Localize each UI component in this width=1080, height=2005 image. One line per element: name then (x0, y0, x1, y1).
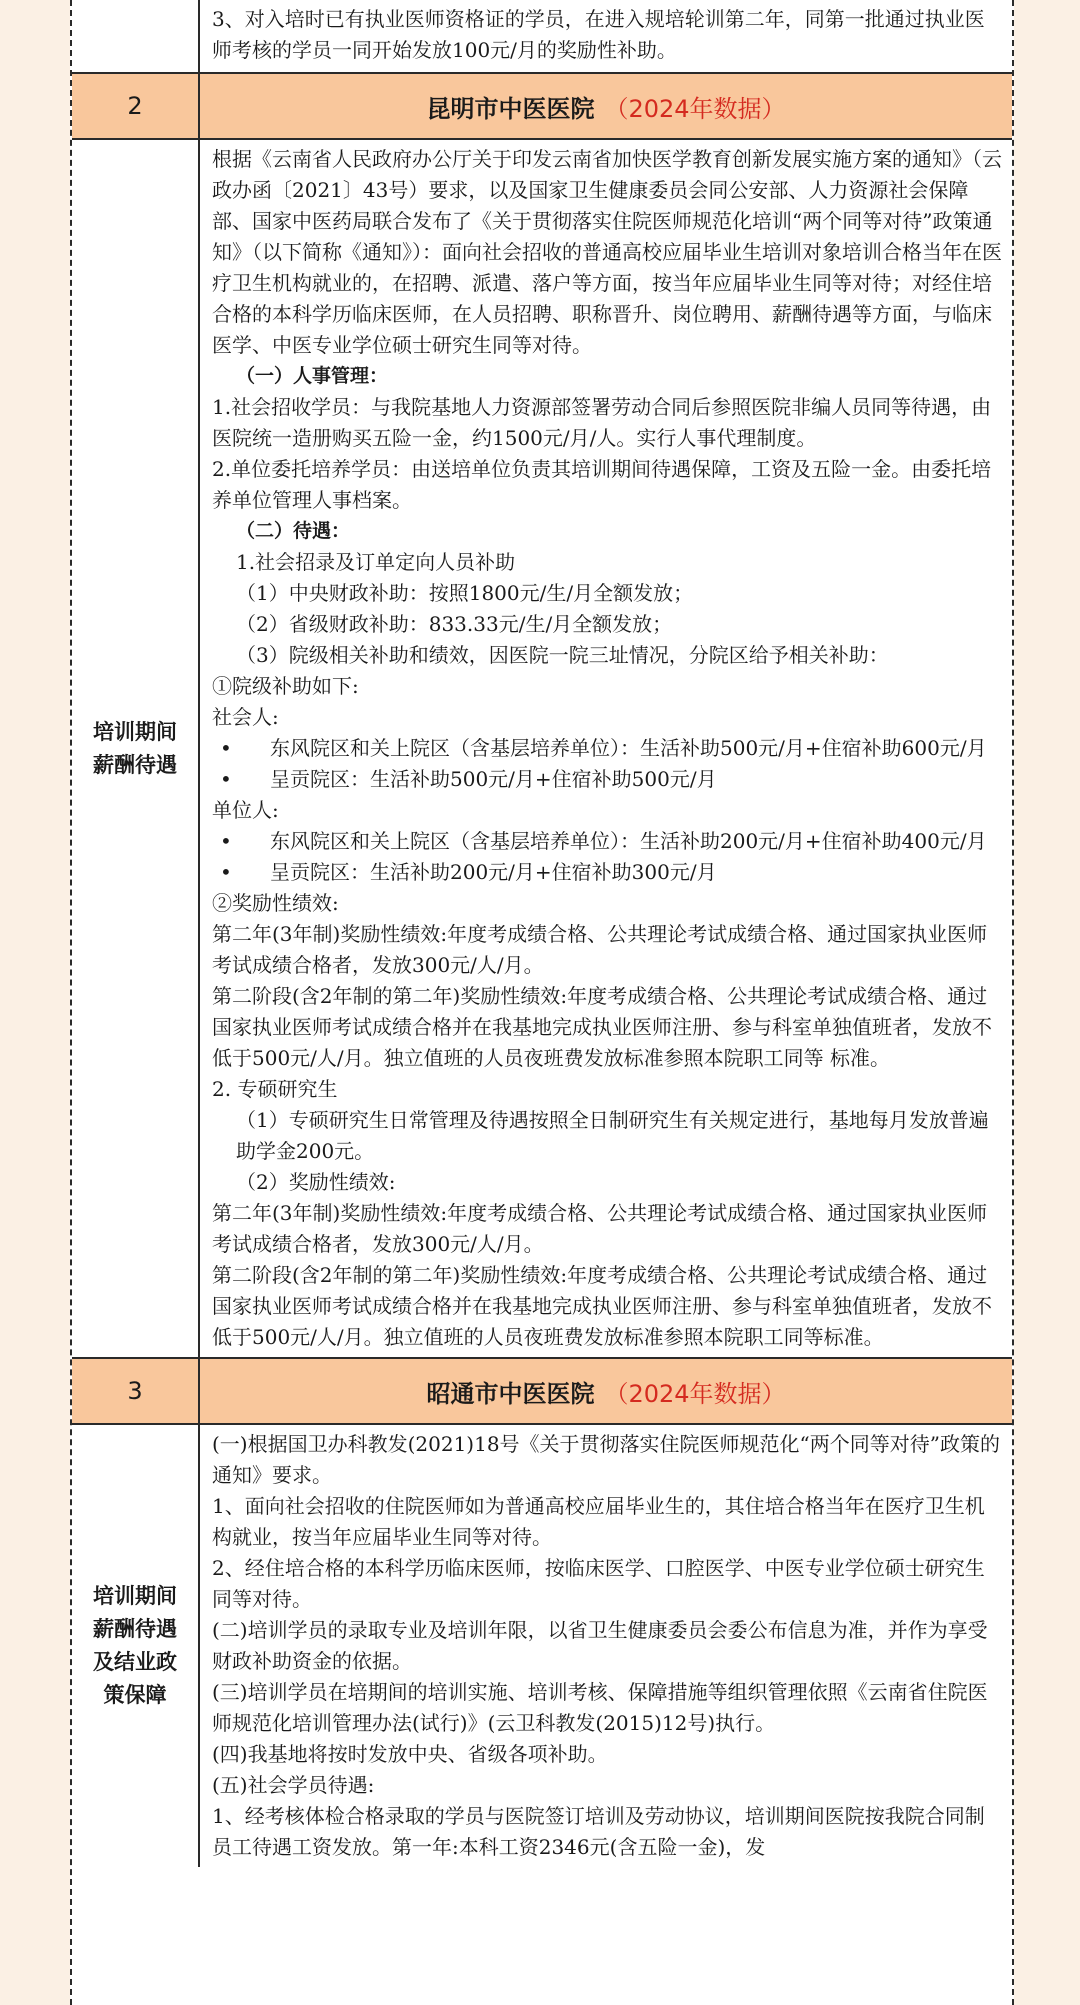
paragraph: 第二年(3年制)奖励性绩效:年度考成绩合格、公共理论考试成绩合格、通过国家执业医师考试成绩合格者，发放300元/人/月。 (212, 922, 988, 977)
paragraph: 根据《云南省人民政府办公厅关于印发云南省加快医学教育创新发展实施方案的通知》（云政办函〔2021〕43号）要求，以及国家卫生健康委员会同公安部、人力资源社会保障部、国家中医药局联合发布了《关于贯彻落实住院医师规范化培训“两个同等对待”政策通知》（以下简称《通知》）：面向社会招收的普通高校应届毕业生培训对象培训合格当年在医疗卫生机构就业的，在招聘、派遣、落户等方面，按当年应届毕业生同等对待；对经住培合格的本科学历临床医师，在人员招聘、职称晋升、岗位聘用、薪酬待遇等方面，与临床医学、中医专业学位硕士研究生同等对待。 (212, 147, 1002, 357)
paragraph: 2.单位委托培养学员：由送培单位负责其培训期间待遇保障，工资及五险一金。由委托培养单位管理人事档案。 (212, 457, 992, 512)
paragraph: (二)培训学员的录取专业及培训年限，以省卫生健康委员会委公布信息为准，并作为享受财政补助资金的依据。 (212, 1618, 988, 1673)
hospital-title (199, 73, 1012, 139)
paragraph: (三)培训学员在培期间的培训实施、培训考核、保障措施等组织管理依照《云南省住院医师规范化培训管理办法(试行)》(云卫科教发(2015)12号)执行。 (212, 1680, 988, 1735)
paragraph: 1、面向社会招收的住院医师如为普通高校应届毕业生的，其住培合格当年在医疗卫生机构就业，按当年应届毕业生同等对待。 (212, 1494, 985, 1549)
hospital-name: 昆明市中医医院 (426, 94, 595, 123)
category-label-line: 薪酬待遇 (93, 752, 177, 777)
empty-cell (72, 0, 199, 73)
category-label (72, 139, 199, 1358)
paragraph: (四)我基地将按时发放中央、省级各项补助。 (212, 1742, 608, 1766)
paragraph: ②奖励性绩效: (212, 891, 339, 915)
category-label-line: 及结业政 (93, 1650, 177, 1674)
table-row (72, 139, 1012, 1358)
row-number: 2 (72, 73, 199, 139)
table-row (72, 1424, 1012, 1867)
paragraph: （2）省级财政补助：833.33元/生/月全额发放； (236, 612, 673, 636)
paragraph: 社会人: (212, 705, 279, 729)
paragraph: 第二阶段(含2年制的第二年)奖励性绩效:年度考成绩合格、公共理论考试成绩合格、通过国家执业医师考试成绩合格并在我基地完成执业医师注册、参与科室单独值班者，发放不低于500元/人/月。独立值班的人员夜班费发放标准参照本院职工同等 标准。 (212, 984, 992, 1070)
bullet-item: • 东风院区和关上院区（含基层培养单位）：生活补助200元/月+住宿补助400元/月 (212, 826, 1004, 857)
bullet-item: • 呈贡院区：生活补助200元/月+住宿补助300元/月 (212, 857, 1004, 888)
top-fragment: 3、对入培时已有执业医师资格证的学员，在进入规培轮训第二年，同第一批通过执业医师考核的学员一同开始发放100元/月的奖励性补助。 (212, 7, 985, 62)
bullet-item: • 呈贡院区：生活补助500元/月+住宿补助500元/月 (212, 764, 1004, 795)
subheading: （一）人事管理： (236, 365, 389, 387)
section-header-3 (72, 1358, 1012, 1424)
paragraph: 2、经住培合格的本科学历临床医师，按临床医学、口腔医学、中医专业学位硕士研究生同等对待。 (212, 1556, 985, 1611)
paragraph: 单位人: (212, 798, 279, 822)
hospital-name: 昭通市中医医院 (426, 1379, 595, 1408)
paragraph: （2）奖励性绩效: (236, 1170, 396, 1194)
row-number: 3 (72, 1358, 199, 1424)
document-sheet (70, 0, 1014, 2005)
paragraph: 第二阶段(含2年制的第二年)奖励性绩效:年度考成绩合格、公共理论考试成绩合格、通过国家执业医师考试成绩合格并在我基地完成执业医师注册、参与科室单独值班者，发放不低于500元/人/月。独立值班的人员夜班费发放标准参照本院职工同等标准。 (212, 1263, 992, 1349)
paragraph: 1.社会招收学员：与我院基地人力资源部签署劳动合同后参照医院非编人员同等待遇，由医院统一造册购买五险一金，约1500元/月/人。实行人事代理制度。 (212, 395, 992, 450)
subheading: （二）待遇： (236, 520, 351, 542)
year-tag: （2024年数据） (604, 1379, 786, 1408)
paragraph: 1、经考核体检合格录取的学员与医院签订培训及劳动协议，培训期间医院按我院合同制员工待遇工资发放。第一年:本科工资2346元(含五险一金)，发 (212, 1804, 985, 1859)
category-label-line: 培训期间 (93, 1584, 177, 1608)
year-tag: （2024年数据） (604, 94, 786, 123)
paragraph: 2. 专硕研究生 (212, 1077, 338, 1101)
paragraph: （3）院级相关补助和绩效，因医院一院三址情况，分院区给予相关补助： (236, 643, 889, 667)
hospital-title (199, 1358, 1012, 1424)
section3-content (199, 1424, 1012, 1867)
bullet-item: • 东风院区和关上院区（含基层培养单位）：生活补助500元/月+住宿补助600元/月 (212, 733, 1004, 764)
paragraph: （1）专硕研究生日常管理及待遇按照全日制研究生有关规定进行，基地每月发放普遍助学金200元。 (236, 1108, 989, 1163)
paragraph: (五)社会学员待遇: (212, 1773, 375, 1797)
top-fragment-cell (199, 0, 1012, 73)
paragraph: 第二年(3年制)奖励性绩效:年度考成绩合格、公共理论考试成绩合格、通过国家执业医师考试成绩合格者，发放300元/人/月。 (212, 1201, 988, 1256)
category-label (72, 1424, 199, 1867)
paragraph: (一)根据国卫办科教发(2021)18号《关于贯彻落实住院医师规范化“两个同等对待”政策的通知》要求。 (212, 1432, 1001, 1487)
paragraph: 1.社会招录及订单定向人员补助 (236, 550, 516, 574)
category-label-line: 策保障 (103, 1683, 167, 1707)
table-row (72, 0, 1012, 73)
section-header-2 (72, 73, 1012, 139)
section2-content (199, 139, 1012, 1358)
category-label-line: 培训期间 (93, 719, 177, 744)
policy-table (72, 0, 1012, 1867)
paragraph: （1）中央财政补助：按照1800元/生/月全额发放； (236, 581, 694, 605)
paragraph: ①院级补助如下: (212, 674, 359, 698)
category-label-line: 薪酬待遇 (93, 1617, 177, 1641)
